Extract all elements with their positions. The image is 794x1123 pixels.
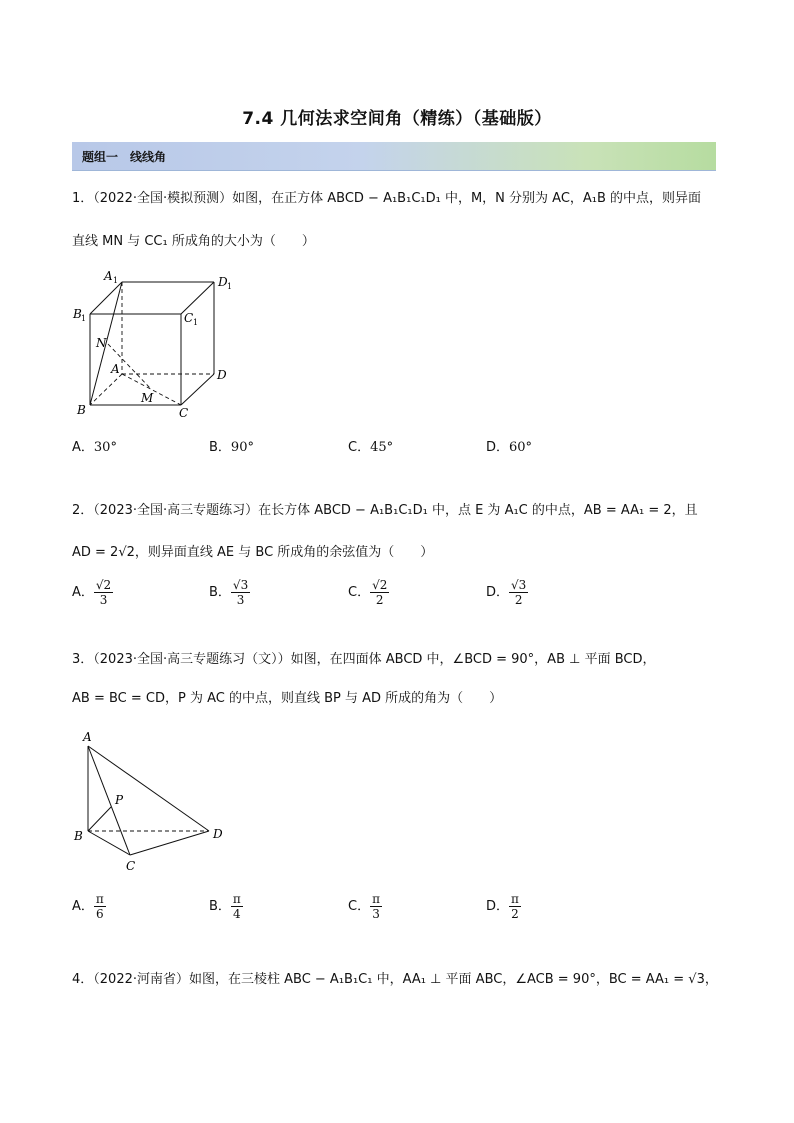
cube-figure bbox=[72, 268, 242, 423]
question-3-line-2: AB = BC = CD，P 为 AC 的中点，则直线 BP 与 AD 所成的角为（ ） bbox=[72, 691, 503, 706]
tetrahedron-figure bbox=[72, 728, 242, 873]
question-2-line-1: 2．（2023·全国·高三专题练习）在长方体 ABCD − A₁B₁C₁D₁ 中，点 E 为 A₁C 的中点，AB = AA₁ = 2，且 bbox=[72, 503, 698, 518]
label-d: D bbox=[217, 368, 227, 382]
label-d1: D bbox=[218, 275, 228, 289]
q2-option-a: A． $\frac{√2}{3}$ bbox=[72, 578, 112, 607]
q1-option-c: C．45° bbox=[348, 440, 394, 455]
label-d1-sub: 1 bbox=[227, 282, 233, 291]
q3-option-d: D． $\frac{\pi}{2}$ bbox=[486, 892, 519, 921]
label-b: B bbox=[77, 403, 86, 417]
q1-option-d: D．60° bbox=[486, 440, 533, 455]
q1-option-a: A．30° bbox=[72, 440, 117, 455]
q2-option-c: C． $\frac{√2}{2}$ bbox=[348, 578, 388, 607]
q2-option-b: B． $\frac{√3}{3}$ bbox=[209, 578, 249, 607]
label-a1: A bbox=[104, 269, 113, 283]
label-a: A bbox=[111, 362, 120, 376]
label-n: N bbox=[96, 336, 107, 350]
q3-option-c: C． $\frac{\pi}{3}$ bbox=[348, 892, 380, 921]
label-c: C bbox=[126, 859, 136, 873]
section-title: 题组一 线线角 bbox=[82, 150, 167, 164]
label-b: B bbox=[74, 829, 83, 843]
q1-option-b: B．90° bbox=[209, 440, 254, 455]
question-2-line-2: AD = 2√2，则异面直线 AE 与 BC 所成角的余弦值为（ ） bbox=[72, 545, 434, 560]
label-c: C bbox=[179, 406, 189, 420]
question-4-line-1: 4．（2022·河南省）如图，在三棱柱 ABC − A₁B₁C₁ 中，AA₁ ⊥ 平面 ABC，∠ACB = 90°，BC = AA₁ = √3， bbox=[72, 972, 718, 987]
q2-option-d: D． $\frac{√3}{2}$ bbox=[486, 578, 527, 607]
label-c1: C bbox=[184, 311, 194, 325]
label-a1-sub: 1 bbox=[113, 276, 119, 285]
question-1-line-1: 1．（2022·全国·模拟预测）如图，在正方体 ABCD − A₁B₁C₁D₁ 中，M，N 分别为 AC，A₁B 的中点，则异面 bbox=[72, 191, 702, 206]
q3-option-b: B． $\frac{\pi}{4}$ bbox=[209, 892, 241, 921]
label-d: D bbox=[213, 827, 223, 841]
q3-option-a: A． $\frac{\pi}{6}$ bbox=[72, 892, 104, 921]
label-b1: B bbox=[73, 307, 82, 321]
label-p: P bbox=[115, 793, 124, 807]
question-3-line-1: 3．（2023·全国·高三专题练习（文））如图，在四面体 ABCD 中，∠BCD = 90°，AB ⊥ 平面 BCD， bbox=[72, 652, 656, 667]
section-header bbox=[72, 142, 716, 171]
label-m: M bbox=[141, 391, 154, 405]
label-a: A bbox=[83, 730, 92, 744]
page-title: 7.4 几何法求空间角（精练）（基础版） bbox=[242, 109, 552, 129]
label-c1-sub: 1 bbox=[193, 318, 199, 327]
question-1-line-2: 直线 MN 与 CC₁ 所成角的大小为（ ） bbox=[72, 234, 315, 249]
label-b1-sub: 1 bbox=[81, 314, 87, 323]
